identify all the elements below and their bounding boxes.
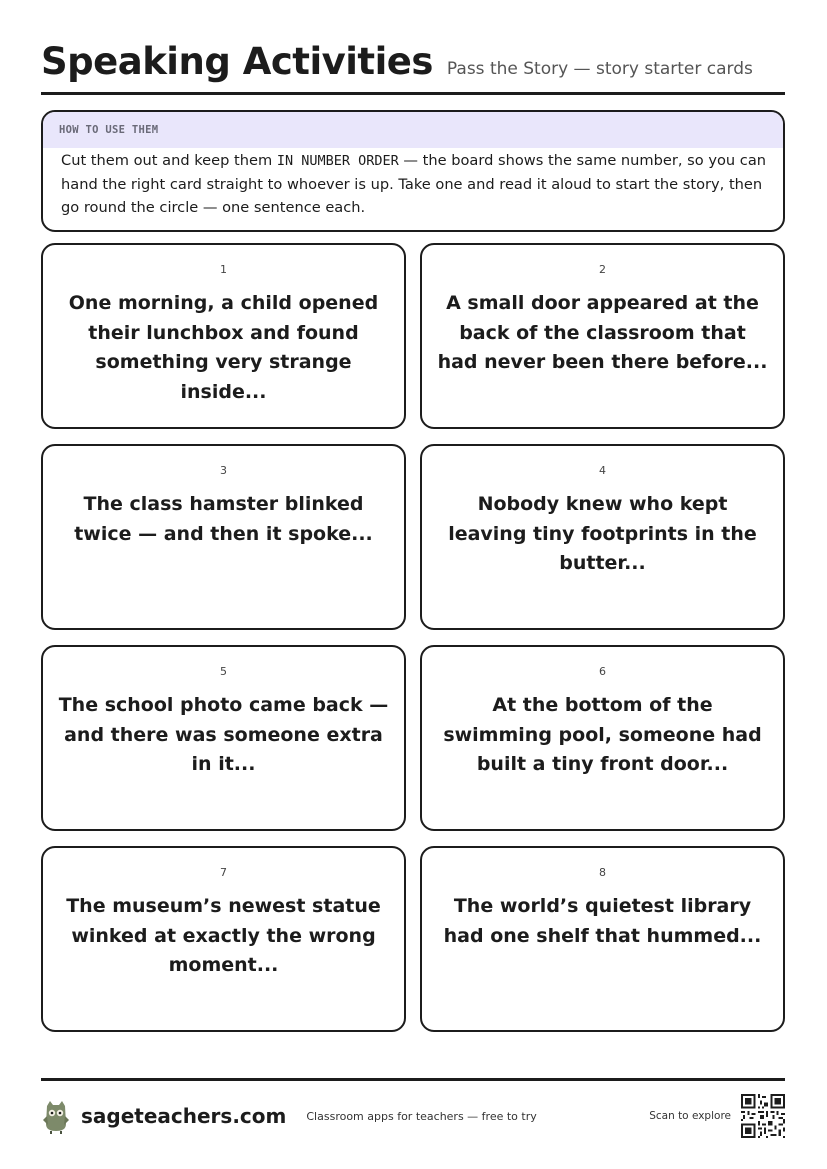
page-subtitle: Pass the Story — story starter cards <box>446 59 753 79</box>
card-number: 1 <box>220 263 227 276</box>
how-to-text-emphasis: IN NUMBER ORDER <box>276 153 399 169</box>
card-text: A small door appeared at the back of the classroom that had never been there before... <box>437 292 768 373</box>
how-to-text-start: Cut them out and keep them <box>61 152 277 169</box>
scan-label: Scan to explore <box>649 1110 731 1122</box>
footer-divider <box>41 1078 785 1081</box>
card-number: 4 <box>599 464 606 477</box>
card-number: 6 <box>599 665 606 678</box>
card-number: 2 <box>599 263 606 276</box>
card-text: The class hamster blinked twice — and then it spoke... <box>74 493 373 545</box>
card-text: One morning, a child opened their lunchbox and found something very strange inside... <box>68 292 379 403</box>
qr-code-icon[interactable] <box>741 1094 785 1138</box>
story-card <box>420 846 785 1032</box>
card-text: Nobody knew who kept leaving tiny footprints in the butter... <box>448 493 757 574</box>
card-text: The world’s quietest library had one shelf that hummed... <box>443 895 762 947</box>
how-to-text-end: — the board shows the same number, so you can hand the right card straight to whoever is up. Take one and read it aloud to start the story, then go round the circle — one sentence each. <box>61 152 767 216</box>
how-to-heading: HOW TO USE THEM <box>43 112 783 148</box>
card-number: 7 <box>220 866 227 879</box>
card-number: 3 <box>220 464 227 477</box>
card-number: 5 <box>220 665 227 678</box>
story-card <box>420 645 785 831</box>
card-text: At the bottom of the swimming pool, someone had built a tiny front door... <box>443 694 762 775</box>
story-card <box>420 243 785 429</box>
story-card <box>420 444 785 630</box>
page-title: Speaking Activities <box>41 40 433 83</box>
card-number: 8 <box>599 866 606 879</box>
story-card <box>41 846 406 1032</box>
how-to-text <box>43 147 783 219</box>
story-card <box>41 243 406 429</box>
story-card-grid <box>41 243 785 1032</box>
site-link[interactable]: sageteachers.com <box>81 1104 287 1128</box>
page-header <box>41 40 785 95</box>
page-footer <box>41 1094 785 1138</box>
card-text: The museum’s newest statue winked at exactly the wrong moment... <box>66 895 381 976</box>
story-card <box>41 444 406 630</box>
footer-tagline: Classroom apps for teachers — free to try <box>306 1109 537 1123</box>
how-to-use-box <box>41 110 785 232</box>
card-text: The school photo came back — and there was someone extra in it... <box>58 694 389 775</box>
story-card <box>41 645 406 831</box>
owl-mascot-icon <box>41 1098 71 1134</box>
